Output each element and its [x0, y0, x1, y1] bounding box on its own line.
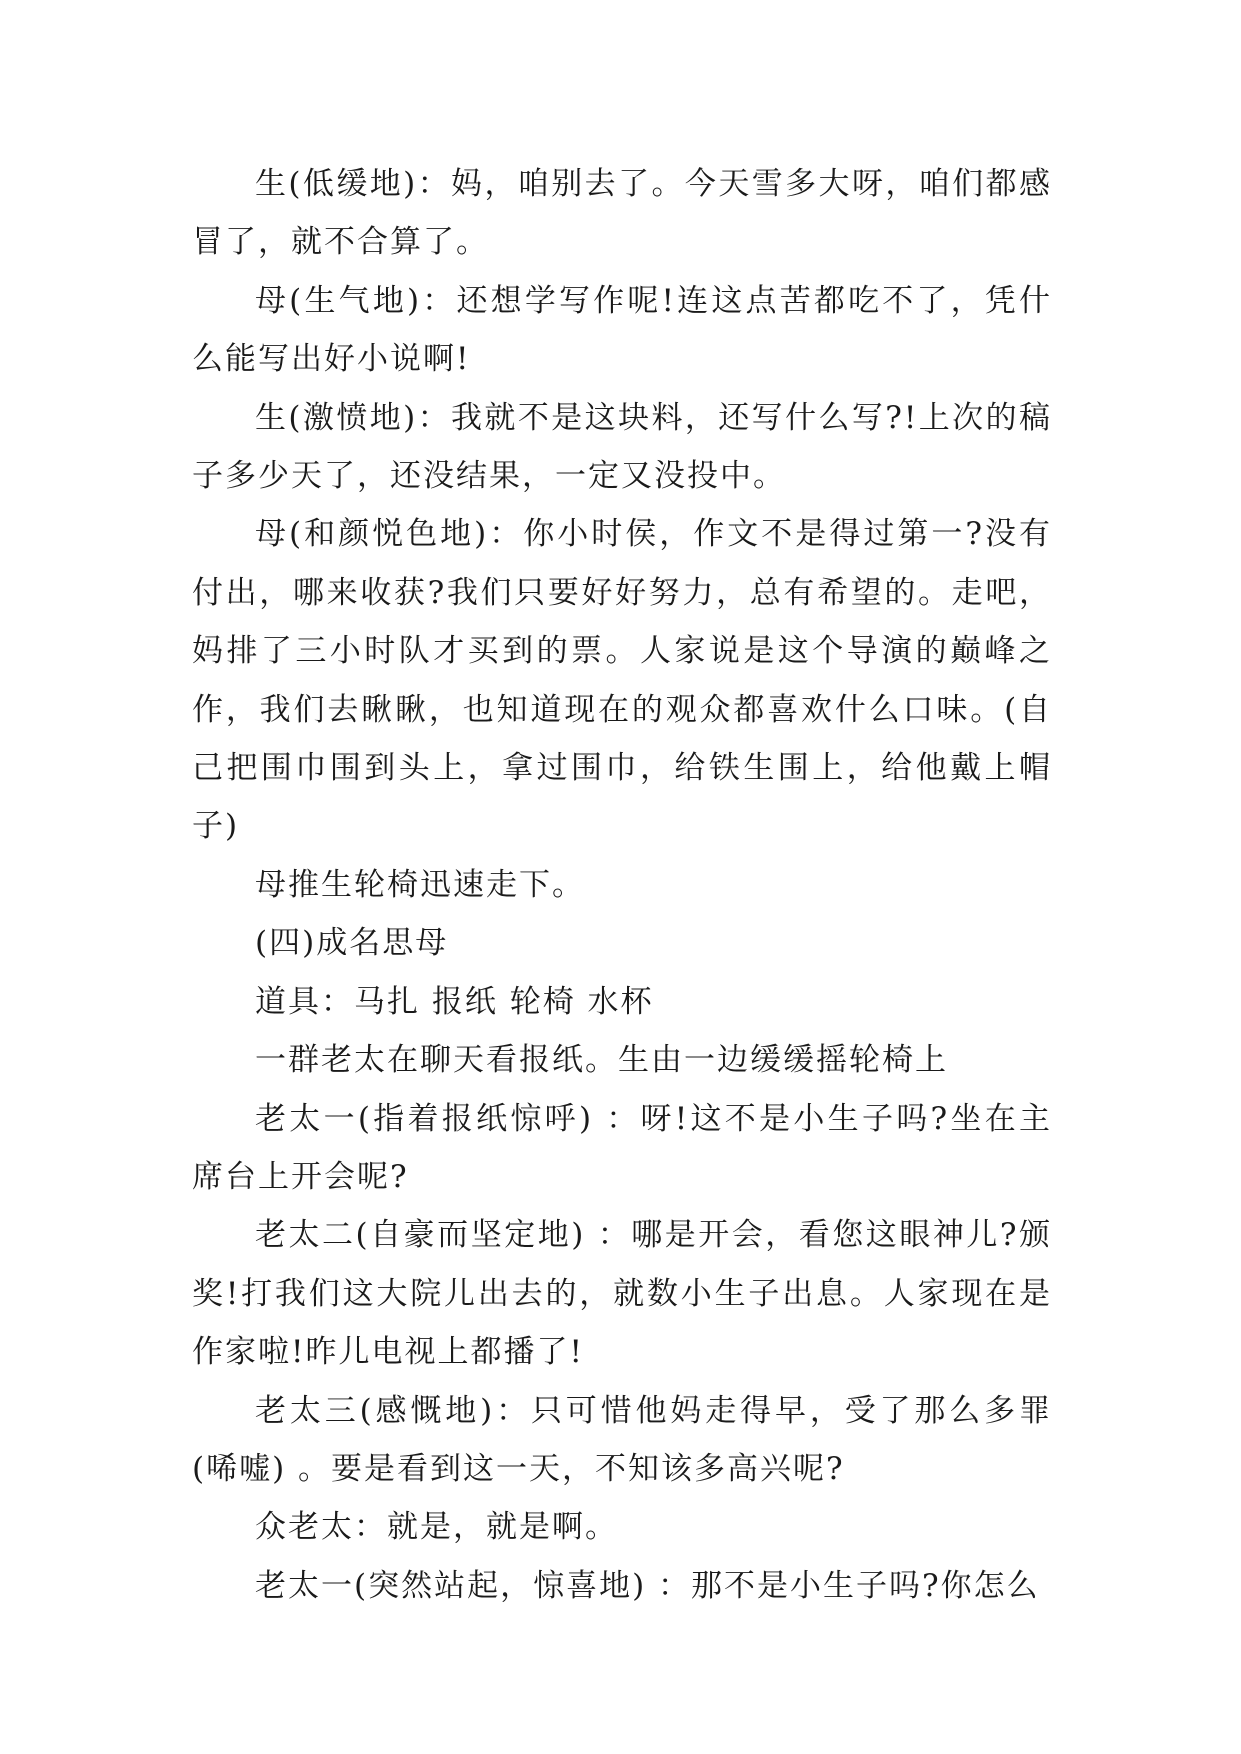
line-old-lady-3: 老太三(感慨地)：只可惜他妈走得早，受了那么多罪(唏嘘) 。要是看到这一天，不知该多高兴呢? — [192, 1392, 1052, 1487]
line-mother-kind: 母(和颜悦色地)：你小时侯，作文不是得过第一?没有付出，哪来收获?我们只要好好努力，总有希望的。走吧，妈排了三小时队才买到的票。人家说是这个导演的巅峰之作，我们去瞅瞅，也知道现在的观众都喜欢什么口味。(自己把围巾围到头上，拿过围巾，给铁生围上，给他戴上帽子) — [192, 516, 1052, 845]
line-old-lady-2: 老太二(自豪而坚定地) ：哪是开会，看您这眼神儿?颁奖!打我们这大院儿出去的，就数小生子出息。人家现在是作家啦!昨儿电视上都播了! — [192, 1217, 1052, 1371]
line-old-lady-1: 老太一(指着报纸惊呼) ：呀!这不是小生子吗?坐在主席台上开会呢? — [192, 1100, 1052, 1195]
stage-direction-exit: 母推生轮椅迅速走下。 — [255, 866, 585, 903]
scene-heading: (四)成名思母 — [255, 925, 449, 962]
line-old-lady-1-surprised: 老太一(突然站起，惊喜地) ：那不是小生子吗?你怎么 — [255, 1567, 1040, 1604]
line-mother-angry: 母(生气地)：还想学写作呢!连这点苦都吃不了，凭什么能写出好小说啊! — [192, 282, 1052, 378]
script-text — [192, 155, 1052, 1615]
props-list: 道具：马扎 报纸 轮椅 水杯 — [255, 983, 654, 1020]
line-all-ladies: 众老太：就是，就是啊。 — [255, 1509, 618, 1546]
stage-direction-enter: 一群老太在聊天看报纸。生由一边缓缓摇轮椅上 — [255, 1042, 948, 1079]
line-sheng-indignant: 生(激愤地)：我就不是这块料，还写什么写?!上次的稿子多少天了，还没结果，一定又没投中。 — [192, 399, 1052, 495]
line-sheng-low: 生(低缓地)：妈，咱别去了。今天雪多大呀，咱们都感冒了，就不合算了。 — [192, 166, 1052, 261]
